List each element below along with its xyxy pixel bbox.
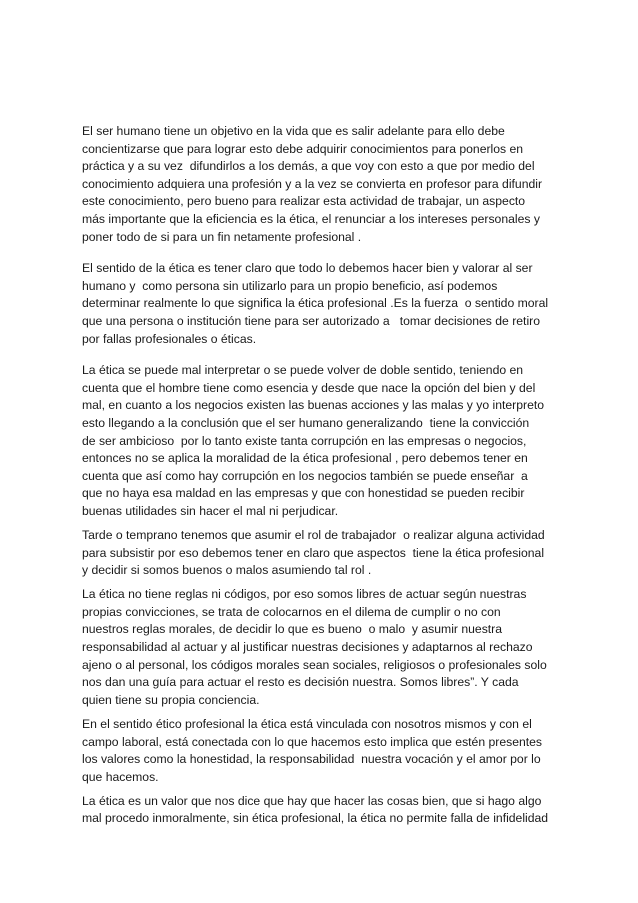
text-line: La ética es un valor que nos dice que hay que hacer las cosas bien, que si hago algo <box>82 793 542 808</box>
text-line: por fallas profesionales o éticas. <box>82 331 257 346</box>
text-line: mal, en cuanto a los negocios existen las buenas acciones y las malas y yo interpreto <box>82 398 545 413</box>
paragraph-spacer <box>82 246 568 260</box>
document-body <box>82 123 568 828</box>
text-line: y decidir si somos buenos o malos asumiendo tal rol . <box>82 563 372 578</box>
paragraph-spacer <box>82 348 568 362</box>
paragraph <box>82 123 568 246</box>
text-line: cuenta que el hombre tiene como esencia y desde que nace la opción del bien y del <box>82 380 536 395</box>
text-line: que una persona o institución tiene para ser autorizado a tomar decisiones de retiro <box>82 313 540 328</box>
text-line: concientizarse que para lograr esto debe adquirir conocimientos para ponerlos en <box>82 141 524 156</box>
paragraph <box>82 362 568 520</box>
text-line: La ética no tiene reglas ni códigos, por eso somos libres de actuar según nuestras <box>82 587 527 602</box>
paragraph <box>82 716 568 786</box>
text-line: determinar realmente lo que significa la ética profesional .Es la fuerza o sentido moral <box>82 296 549 311</box>
paragraph <box>82 586 568 709</box>
text-line: propias convicciones, se trata de colocarnos en el dilema de cumplir o no con <box>82 604 501 619</box>
text-line: campo laboral, está conectada con lo que hacemos esto implica que estén presentes <box>82 734 543 749</box>
text-line: poner todo de si para un fin netamente profesional . <box>82 229 362 244</box>
text-line: mal procedo inmoralmente, sin ética profesional, la ética no permite falla de infidelidad <box>82 811 549 826</box>
text-line: que hacemos. <box>82 769 159 784</box>
text-line: entonces no se aplica la moralidad de la ética profesional , pero debemos tener en <box>82 451 528 466</box>
text-line: práctica y a su vez difundirlos a los demás, a que voy con esto a que por medio del <box>82 159 535 174</box>
text-line: este conocimiento, pero bueno para realizar esta actividad de trabajar, un aspecto <box>82 194 526 209</box>
text-line: los valores como la honestidad, la responsabilidad nuestra vocación y el amor por lo <box>82 752 541 767</box>
text-line: de ser ambicioso por lo tanto existe tanta corrupción en las empresas o negocios, <box>82 433 527 448</box>
text-line: más importante que la eficiencia es la ética, el renunciar a los intereses personales y <box>82 211 540 226</box>
text-line: La ética se puede mal interpretar o se puede volver de doble sentido, teniendo en <box>82 363 524 378</box>
text-line: para subsistir por eso debemos tener en claro que aspectos tiene la ética profesional <box>82 545 545 560</box>
text-line: responsabilidad al actuar y al justificar nuestras decisiones y adaptarnos al rechazo <box>82 640 533 655</box>
text-line: El sentido de la ética es tener claro que todo lo debemos hacer bien y valorar al ser <box>82 261 533 276</box>
text-line: humano y como persona sin utilizarlo para un propio beneficio, así podemos <box>82 278 498 293</box>
text-line: Tarde o temprano tenemos que asumir el rol de trabajador o realizar alguna actividad <box>82 527 545 542</box>
paragraph <box>82 260 568 348</box>
text-line: El ser humano tiene un objetivo en la vida que es salir adelante para ello debe <box>82 124 505 138</box>
text-line: nuestros reglas morales, de decidir lo que es bueno o malo y asumir nuestra <box>82 622 503 637</box>
text-line: que no haya esa maldad en las empresas y que con honestidad se pueden recibir <box>82 486 525 501</box>
text-line: nos dan una guía para actuar el resto es decisión nuestra. Somos libres”. Y cada <box>82 675 519 690</box>
text-line: quien tiene su propia conciencia. <box>82 692 260 707</box>
paragraph <box>82 793 568 828</box>
text-line: buenas utilidades sin hacer el mal ni perjudicar. <box>82 503 339 518</box>
text-line: ajeno o al personal, los códigos morales sean sociales, religiosos o profesionales solo <box>82 657 547 672</box>
text-line: conocimiento adquiera una profesión y a la vez se convierta en profesor para difundir <box>82 176 543 191</box>
paragraph <box>82 527 568 580</box>
text-line: En el sentido ético profesional la ética está vinculada con nosotros mismos y con el <box>82 716 532 731</box>
text-line: cuenta que así como hay corrupción en los negocios también se puede enseñar a <box>82 468 528 483</box>
text-line: esto llegando a la conclusión que el ser humano generalizando tiene la convicción <box>82 415 530 430</box>
